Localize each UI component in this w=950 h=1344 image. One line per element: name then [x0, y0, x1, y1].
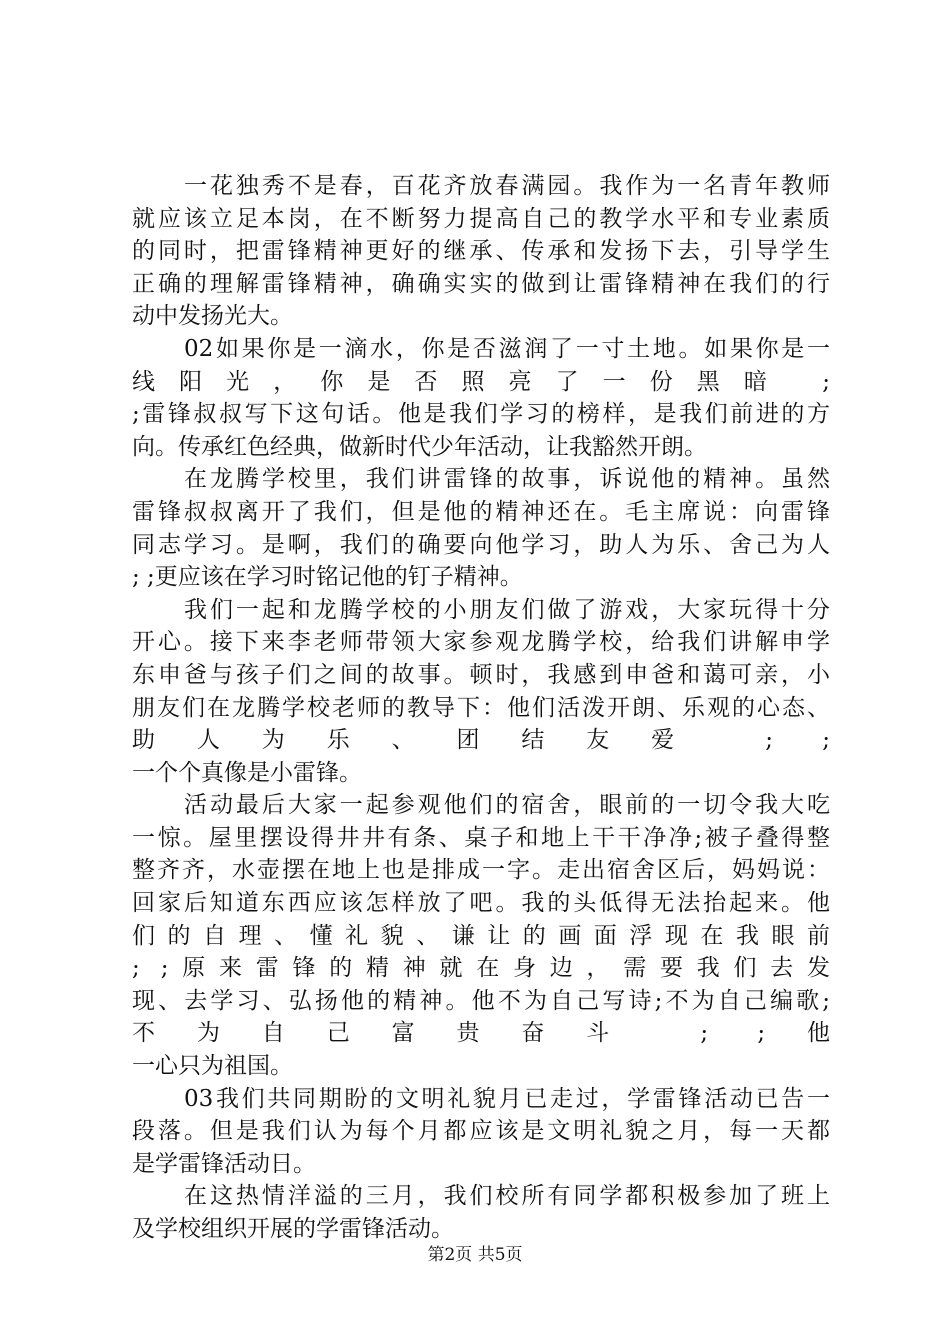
text-line: 雷锋叔叔离开了我们，但是他的精神还在。毛主席说：向雷锋	[132, 498, 830, 525]
text-line: 一惊。屋里摆设得井井有条、桌子和地上干干净净;被子叠得整	[132, 824, 830, 851]
text-line: ; ;更应该在学习时铭记他的钉子精神。	[132, 564, 523, 591]
document-body	[132, 170, 830, 1246]
text-line: 朋友们在龙腾学校老师的教导下：他们活泼开朗、乐观的心态、	[132, 694, 830, 721]
text-line: 在这热情洋溢的三月，我们校所有同学都积极参加了班上	[184, 1183, 830, 1210]
text-line: 我们一起和龙腾学校的小朋友们做了游戏，大家玩得十分	[184, 596, 830, 623]
text-line: 03我们共同期盼的文明礼貌月已走过，学雷锋活动已告一	[184, 1085, 830, 1112]
text-line: 同志学习。是啊，我们的确要向他学习，助人为乐、舍己为人	[132, 531, 830, 558]
text-line: 东申爸与孩子们之间的故事。顿时，我感到申爸和蔼可亲，小	[132, 661, 830, 688]
text-line: 是学雷锋活动日。	[132, 1150, 316, 1177]
text-line: 02如果你是一滴水，你是否滋润了一寸土地。如果你是一	[184, 335, 830, 362]
text-line: 整齐齐，水壶摆在地上也是排成一字。走出宿舍区后，妈妈说：	[132, 857, 830, 884]
text-line: 助人为乐、团结友爱 ; ;	[132, 727, 830, 754]
text-line: 向。传承红色经典，做新时代少年活动，让我豁然开朗。	[132, 433, 707, 460]
text-line: 一个个真像是小雷锋。	[132, 759, 362, 786]
text-line: 现、去学习、弘扬他的精神。他不为自己写诗;不为自己编歌;	[132, 987, 830, 1014]
text-line: 段落。但是我们认为每个月都应该是文明礼貌之月，每一天都	[132, 1118, 830, 1145]
text-line: 们的自理、懂礼貌、谦让的画面浮现在我眼前	[132, 922, 830, 949]
text-line: 一花独秀不是春，百花齐放春满园。我作为一名青年教师	[184, 173, 830, 199]
text-line: 及学校组织开展的学雷锋活动。	[132, 1216, 454, 1242]
text-line: ; ;原来雷锋的精神就在身边，需要我们去发	[132, 955, 830, 982]
text-line: 一心只为祖国。	[132, 1053, 293, 1080]
text-line: 的同时，把雷锋精神更好的继承、传承和发扬下去，引导学生	[132, 238, 830, 265]
text-line: 动中发扬光大。	[132, 303, 293, 330]
page-footer: 第2页 共5页	[427, 1245, 523, 1265]
text-line: 就应该立足本岗，在不断努力提高自己的教学水平和专业素质	[132, 205, 830, 232]
text-line: 活动最后大家一起参观他们的宿舍，眼前的一切令我大吃	[184, 792, 830, 819]
text-line: ;雷锋叔叔写下这句话。他是我们学习的榜样，是我们前进的方	[132, 401, 830, 428]
text-line: 在龙腾学校里，我们讲雷锋的故事，诉说他的精神。虽然	[184, 466, 830, 493]
text-line: 正确的理解雷锋精神，确确实实的做到让雷锋精神在我们的行	[132, 270, 830, 297]
text-line: 线阳光，你是否照亮了一份黑暗 ;	[132, 368, 830, 395]
text-line: 开心。接下来李老师带领大家参观龙腾学校，给我们讲解申学	[132, 629, 830, 656]
text-line: 不为自己富贵奋斗 ; ;他	[132, 1020, 830, 1047]
text-line: 回家后知道东西应该怎样放了吧。我的头低得无法抬起来。他	[132, 890, 830, 917]
